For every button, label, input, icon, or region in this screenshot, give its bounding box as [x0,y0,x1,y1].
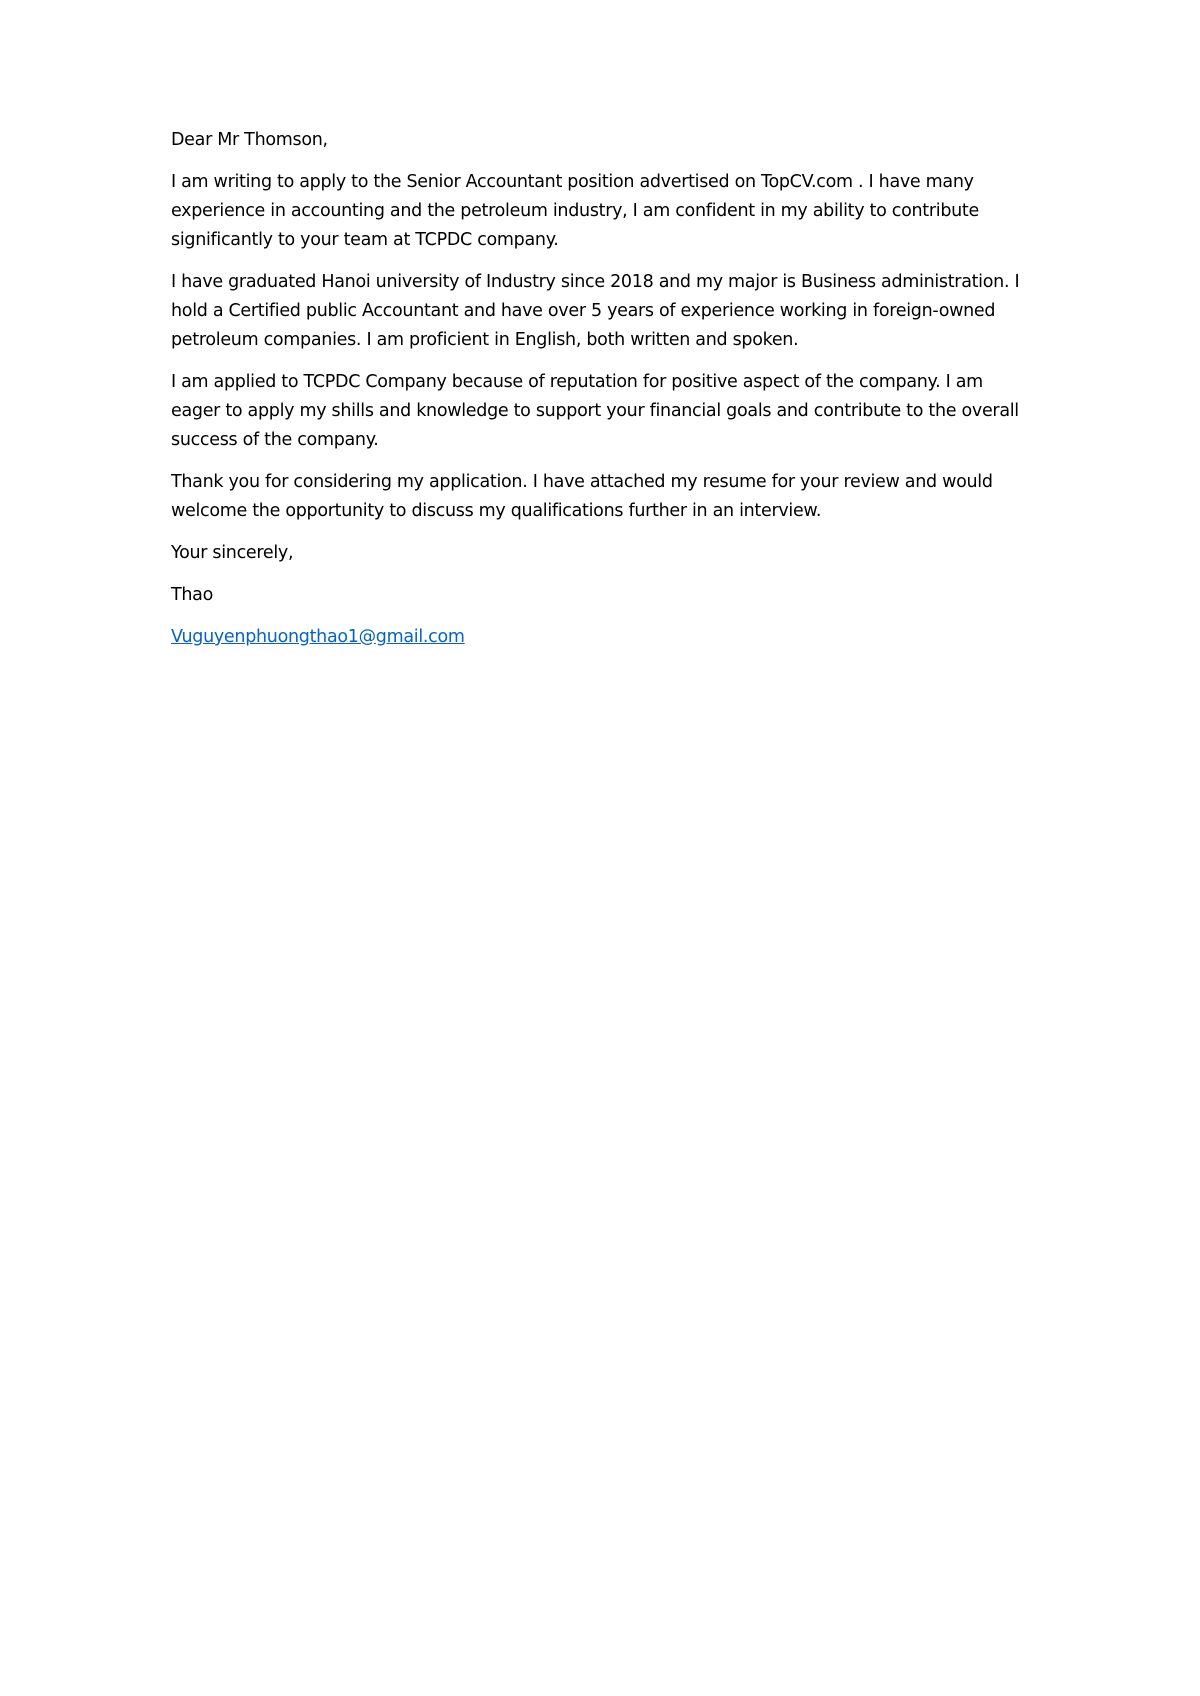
email-link[interactable]: Vuguyenphuongthao1@gmail.com [171,627,465,647]
paragraph-line: hold a Certified public Accountant and have over 5 years of experience working in foreign-owned [171,301,996,321]
paragraph-line: experience in accounting and the petroleum industry, I am confident in my ability to contribute [171,201,979,221]
paragraph-line: Thank you for considering my application. I have attached my resume for your review and would [171,472,993,492]
paragraph-line: I have graduated Hanoi university of Industry since 2018 and my major is Business administration. I [171,272,1020,292]
greeting: Dear Mr Thomson, [171,130,328,150]
paragraph-line: I am writing to apply to the Senior Accountant position advertised on TopCV.com . I have many [171,172,974,192]
paragraph-line: petroleum companies. I am proficient in English, both written and spoken. [171,330,799,350]
paragraph-3 [171,368,1081,455]
paragraph-line: eager to apply my shills and knowledge to support your financial goals and contribute to the overall [171,401,1019,421]
paragraph-1 [171,168,1081,255]
cover-letter [171,126,1081,665]
paragraph-line: significantly to your team at TCPDC company. [171,230,559,250]
paragraph-line: success of the company. [171,430,379,450]
paragraph-line: I am applied to TCPDC Company because of reputation for positive aspect of the company. I am [171,372,983,392]
paragraph-4 [171,468,1081,526]
email-paragraph [171,623,1081,652]
signature-name: Thao [171,585,214,605]
paragraph-2 [171,268,1081,355]
paragraph-line: welcome the opportunity to discuss my qualifications further in an interview. [171,501,822,521]
closing: Your sincerely, [171,543,294,563]
